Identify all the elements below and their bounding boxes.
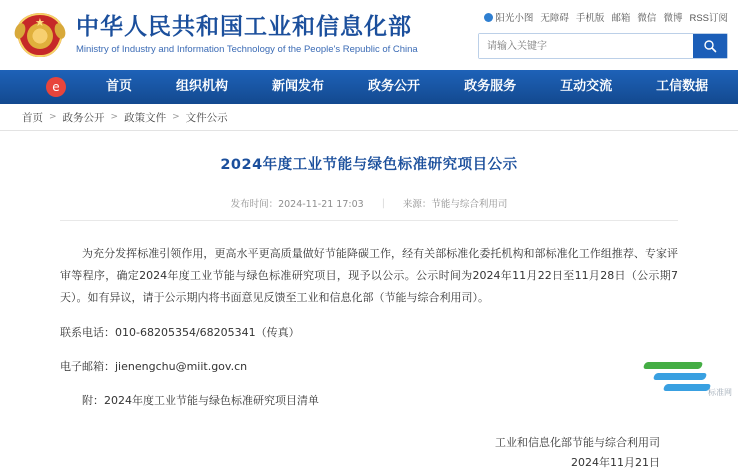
breadcrumb-item-0[interactable]: 首页 — [22, 111, 43, 124]
meta-rule — [60, 220, 678, 221]
utility-link-1[interactable]: 无障碍 — [540, 13, 569, 24]
breadcrumb-item-2[interactable]: 政策文件 — [124, 111, 167, 124]
contact-email: 电子邮箱：jienengchu@miit.gov.cn — [60, 360, 248, 373]
nav-item-0[interactable]: 首页 — [106, 79, 133, 94]
nav-item-5[interactable]: 互动交流 — [560, 79, 613, 94]
site-titles — [76, 13, 418, 57]
breadcrumb — [0, 104, 738, 130]
utility-link-5[interactable]: 微博 — [663, 13, 683, 24]
signer: 工业和信息化部节能与综合利用司 — [495, 436, 660, 449]
search-box — [478, 33, 728, 59]
sign-date: 2024年11月21日 — [571, 456, 660, 469]
attachment-link[interactable]: 附：2024年度工业节能与绿色标准研究项目清单 — [82, 394, 319, 407]
site-title-cn: 中华人民共和国工业和信息化部 — [76, 14, 412, 40]
utility-link-0[interactable]: 阳光小图 — [484, 10, 533, 24]
main-nav — [0, 70, 738, 104]
nav-item-4[interactable]: 政务服务 — [464, 79, 517, 94]
breadcrumb-separator: > — [110, 112, 119, 122]
document-content — [0, 153, 738, 473]
utility-links — [478, 10, 728, 24]
nav-item-3[interactable]: 政务公开 — [368, 79, 421, 94]
page-title: 2024年度工业节能与绿色标准研究项目公示 — [220, 157, 518, 173]
nav-items — [84, 70, 730, 104]
site-header — [0, 0, 738, 70]
utility-link-6[interactable]: RSS订阅 — [689, 13, 728, 24]
publish-time: 发布时间：2024-11-21 17:03 — [230, 199, 364, 210]
document-meta — [60, 196, 678, 210]
search-button[interactable] — [693, 34, 727, 58]
national-emblem-icon: ★ — [14, 9, 66, 61]
utility-link-4[interactable]: 微信 — [637, 13, 657, 24]
nav-item-1[interactable]: 组织机构 — [176, 79, 229, 94]
breadcrumb-separator: > — [49, 112, 57, 122]
breadcrumb-item-3[interactable]: 文件公示 — [185, 111, 228, 124]
utility-link-2[interactable]: 手机版 — [575, 13, 605, 24]
meta-divider: | — [381, 197, 385, 209]
nav-item-6[interactable]: 工信数据 — [656, 79, 709, 94]
breadcrumb-separator: > — [172, 112, 180, 122]
search-icon — [703, 39, 717, 53]
contact-phone: 联系电话：010-68205354/68205341（传真） — [60, 326, 300, 339]
watermark-text: 标准网 — [708, 388, 732, 397]
header-utility-area — [478, 10, 728, 59]
document-source: 来源：节能与综合利用司 — [402, 199, 508, 210]
watermark-logo — [638, 354, 734, 398]
breadcrumb-item-1[interactable]: 政务公开 — [62, 111, 105, 124]
search-input[interactable] — [479, 34, 693, 58]
header-divider — [0, 130, 738, 131]
eye-icon — [484, 13, 493, 22]
home-icon[interactable]: e — [46, 77, 66, 97]
document-paragraph: 为充分发挥标准引领作用，更高水平更高质量做好节能降碳工作，经有关部标准化委托机构和部标准化工作组推荐、专家评审等程序，确定2024年度工业节能与绿色标准研究项目，现予以公示。公示时间为2024年11月22日至11月28日（公示期7天）。如有异议，请于公示期内将书面意见反馈至工业和信息化部（节能与综合利用司）。 — [60, 247, 678, 304]
site-title-en: Ministry of Industry and Information Technology of the People's Republic of China — [76, 44, 418, 55]
nav-item-2[interactable]: 新闻发布 — [272, 79, 325, 94]
utility-link-3[interactable]: 邮箱 — [611, 13, 631, 24]
